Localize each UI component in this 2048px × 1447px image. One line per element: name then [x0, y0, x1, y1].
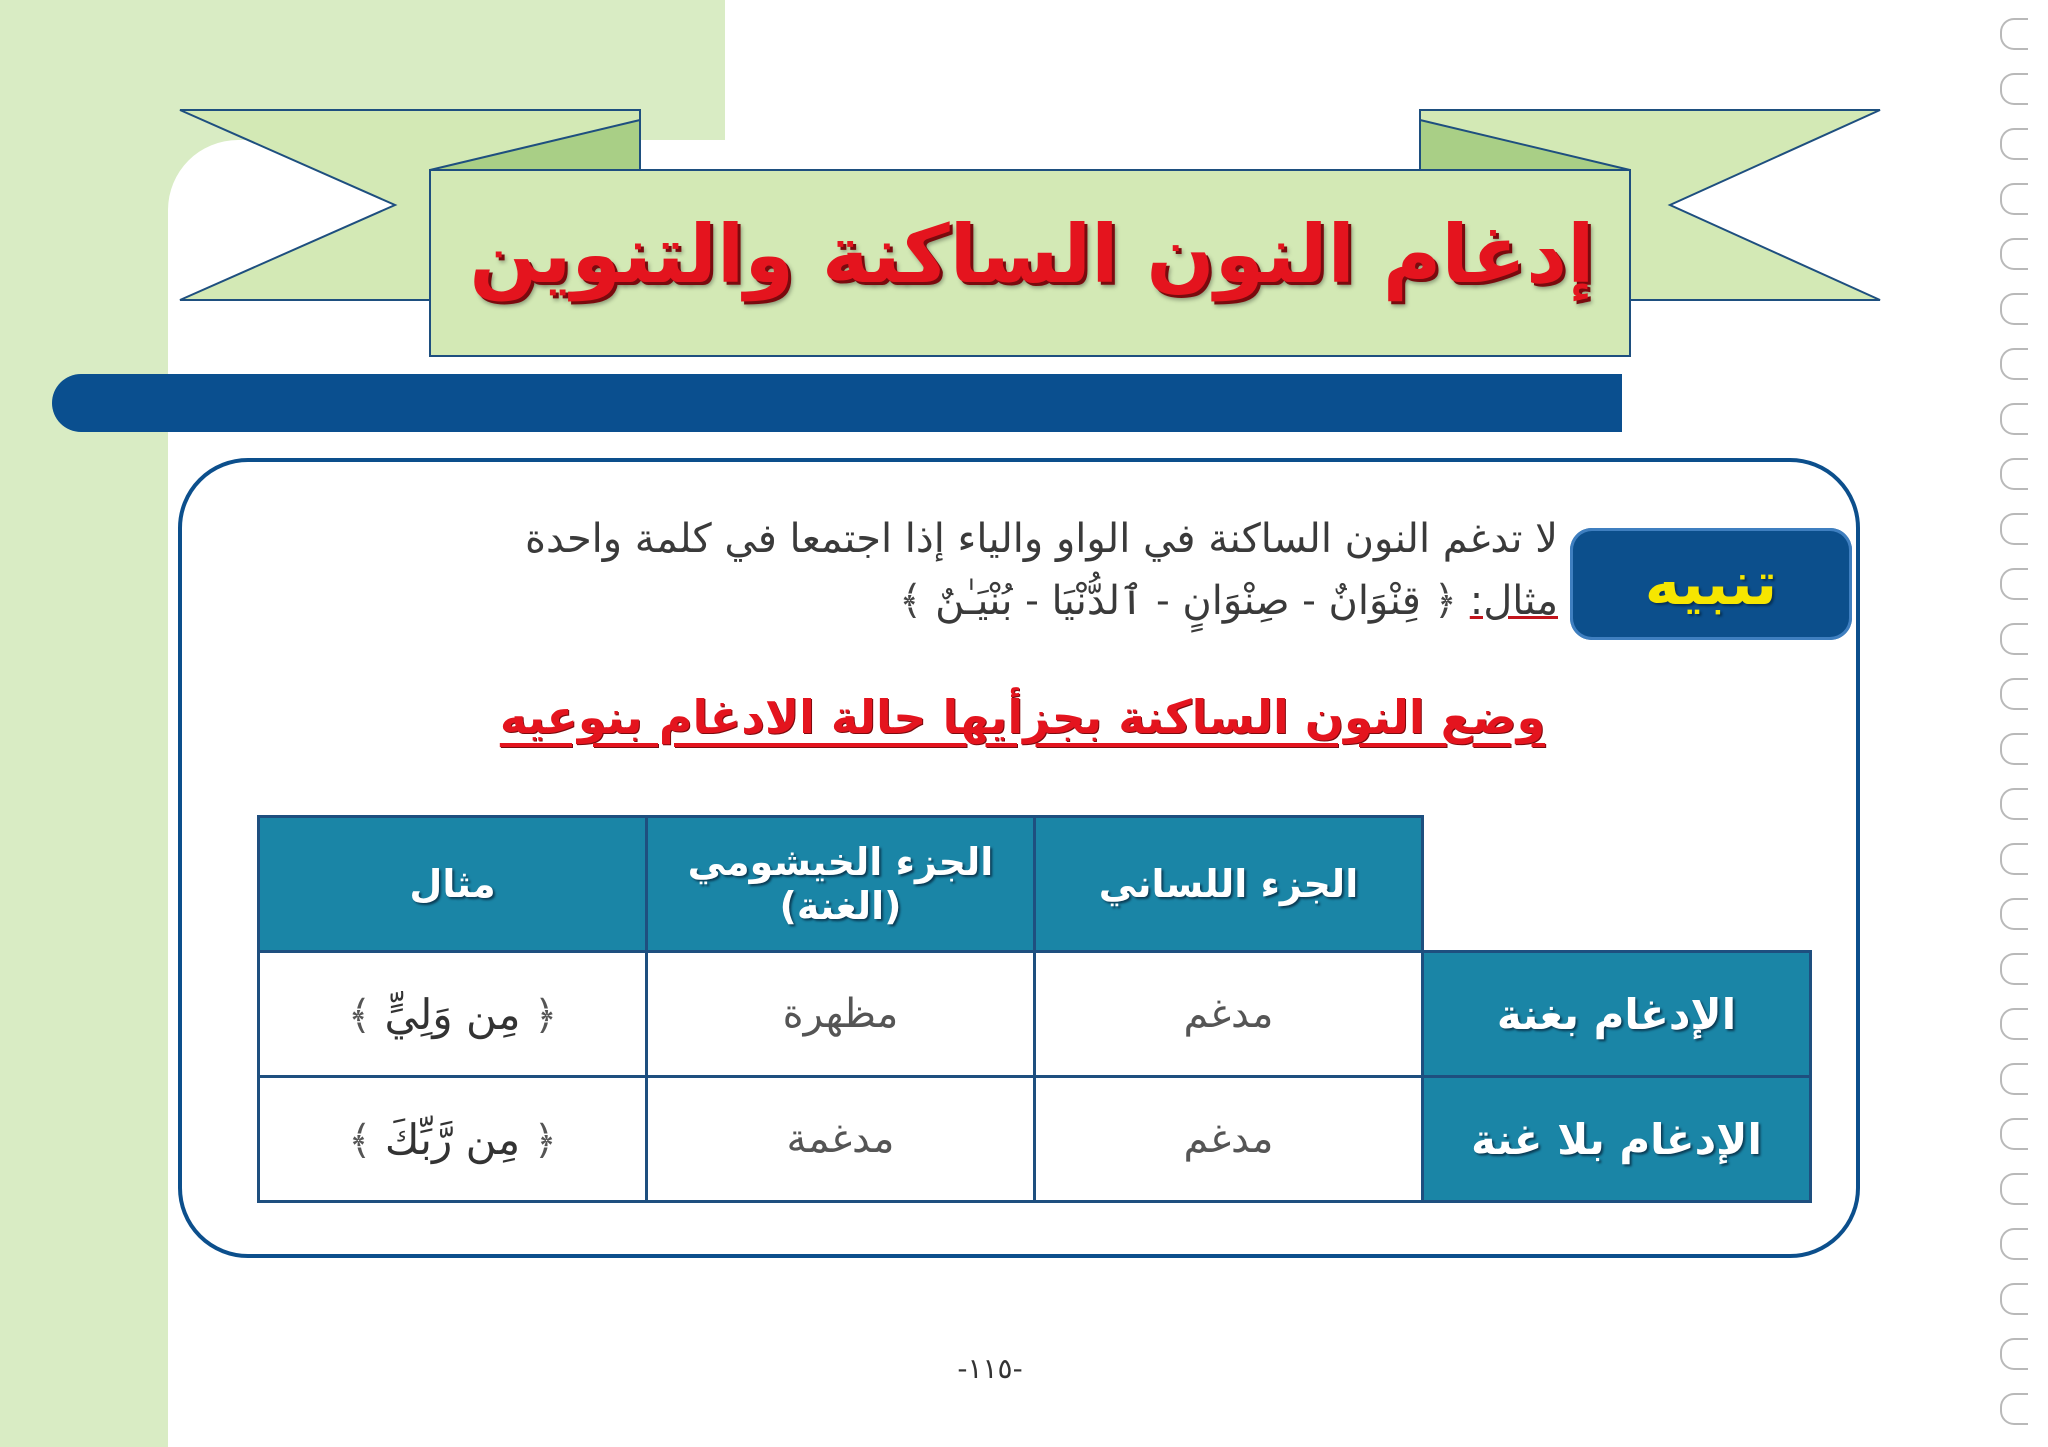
- cell-example-text: مِن رَّبِّكَ: [384, 1114, 521, 1164]
- row-label-idgham-bila-ghunna: الإدغام بلا غنة: [1423, 1077, 1811, 1202]
- binding-ring: [2000, 1283, 2028, 1315]
- binding-ring: [2000, 568, 2028, 600]
- notice-sentence: لا تدغم النون الساكنة في الواو والياء إذا اجتمعا في كلمة واحدة: [524, 516, 1558, 562]
- binding-ring: [2000, 1118, 2028, 1150]
- binding-ring: [2000, 1393, 2028, 1425]
- table-row: [259, 1077, 1811, 1202]
- section-subtitle: وضع النون الساكنة بجزأيها حالة الادغام بنوعيه: [499, 690, 1546, 744]
- binding-ring: [2000, 623, 2028, 655]
- binding-ring: [2000, 1338, 2028, 1370]
- row-label-idgham-bighunna: الإدغام بغنة: [1423, 952, 1811, 1077]
- example-words: قِنْوَانٌ - صِنْوَانٍ - ٱلدُّنْيَا - بُنْيَـٰنٌ: [935, 578, 1421, 624]
- table-header-row: [259, 817, 1811, 952]
- example-label: مثال:: [1469, 578, 1558, 624]
- binding-ring: [2000, 953, 2028, 985]
- cell-example: [259, 952, 647, 1077]
- binding-ring: [2000, 678, 2028, 710]
- binding-ring: [2000, 898, 2028, 930]
- ornate-bracket-open-icon: ﴿: [533, 1117, 557, 1164]
- ornate-bracket-open-icon: ﴿: [1433, 578, 1458, 624]
- ornate-bracket-close-icon: ﴾: [348, 1117, 372, 1164]
- header-khayshumi-line2: (الغنة): [779, 884, 902, 928]
- ornate-bracket-close-icon: ﴾: [898, 578, 923, 624]
- binding-ring: [2000, 788, 2028, 820]
- idgham-table: [257, 815, 1812, 1203]
- binding-ring: [2000, 1008, 2028, 1040]
- cell-example: [259, 1077, 647, 1202]
- notice-label-box: [1570, 528, 1852, 640]
- notice-text-block: [300, 508, 1558, 632]
- cell-lisani: مدغم: [1035, 1077, 1423, 1202]
- header-khayshumi-line1: الجزء الخيشومي: [687, 840, 994, 884]
- ornate-bracket-open-icon: ﴿: [533, 992, 558, 1039]
- binding-ring: [2000, 1228, 2028, 1260]
- page-title: إدغام النون الساكنة والتنوين: [469, 208, 1595, 301]
- cell-example-text: مِن وَلِيٍّ: [384, 989, 521, 1039]
- binding-ring: [2000, 843, 2028, 875]
- header-example: مثال: [259, 817, 647, 952]
- binding-ring: [2000, 403, 2028, 435]
- page-number: -١١٥-: [957, 1352, 1023, 1385]
- notice-example-line: [300, 570, 1558, 632]
- ornate-bracket-close-icon: ﴾: [347, 992, 372, 1039]
- header-lisani: الجزء اللساني: [1035, 817, 1423, 952]
- table-corner-empty: [1423, 817, 1811, 952]
- cell-khayshumi: مظهرة: [647, 952, 1035, 1077]
- table-row: [259, 952, 1811, 1077]
- cell-khayshumi: مدغمة: [647, 1077, 1035, 1202]
- binding-ring: [2000, 1173, 2028, 1205]
- binding-ring: [2000, 513, 2028, 545]
- binding-ring: [2000, 458, 2028, 490]
- title-underline-bar: [52, 374, 1622, 432]
- binding-ring: [2000, 1063, 2028, 1095]
- header-khayshumi: [647, 817, 1035, 952]
- cell-lisani: مدغم: [1035, 952, 1423, 1077]
- binding-ring: [2000, 733, 2028, 765]
- notice-label: تنبيه: [1644, 549, 1778, 619]
